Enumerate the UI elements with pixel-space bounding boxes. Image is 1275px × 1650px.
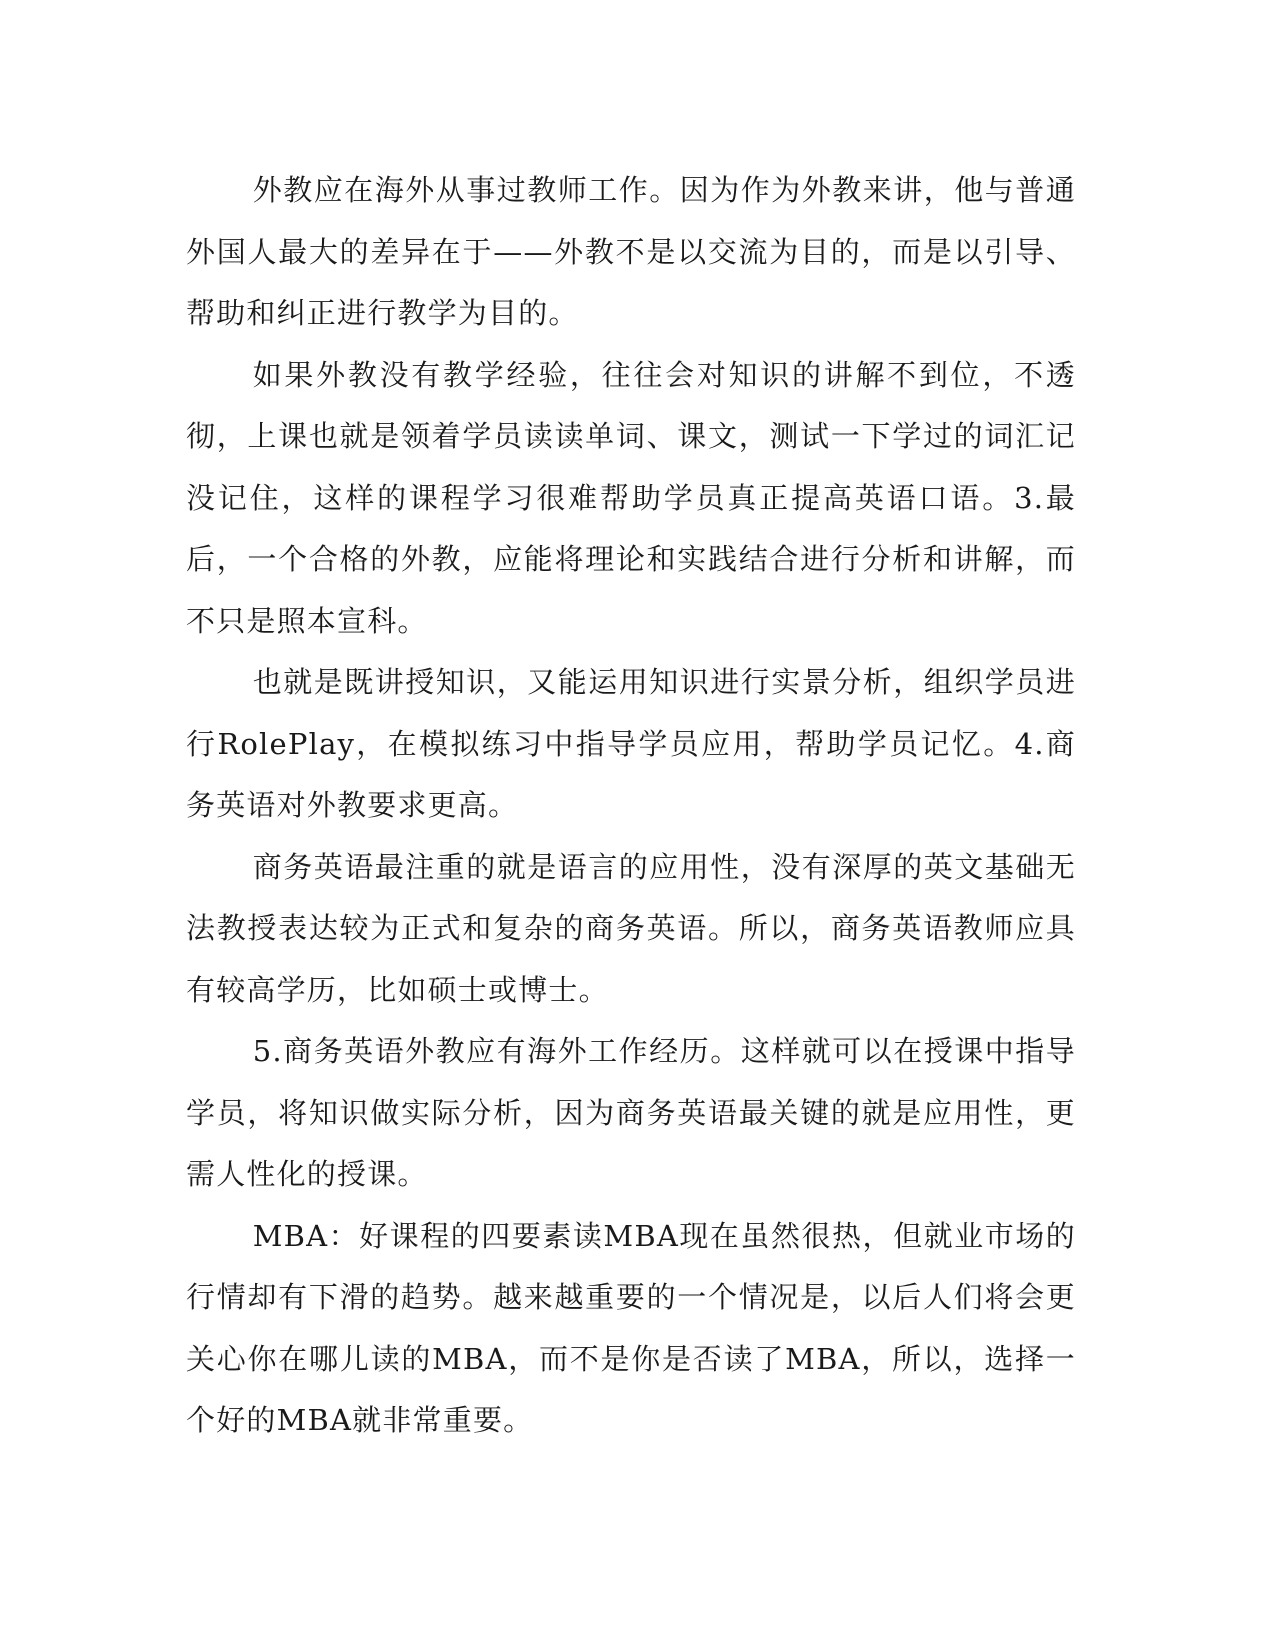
paragraph-1: 外教应在海外从事过教师工作。因为作为外教来讲，他与普通外国人最大的差异在于——外教不是以交流为目的，而是以引导、帮助和纠正进行教学为目的。 [186, 173, 1076, 330]
paragraph-4: 商务英语最注重的就是语言的应用性，没有深厚的英文基础无法教授表达较为正式和复杂的商务英语。所以，商务英语教师应具有较高学历，比如硕士或博士。 [186, 849, 1076, 1007]
paragraph-6: MBA：好课程的四要素读MBA现在虽然很热，但就业市场的行情却有下滑的趋势。越来越重要的一个情况是，以后人们将会更关心你在哪儿读的MBA，而不是你是否读了MBA，所以，选择一个好的MBA就非常重要。 [186, 1218, 1076, 1437]
paragraph-5: 5.商务英语外教应有海外工作经历。这样就可以在授课中指导学员，将知识做实际分析，因为商务英语最关键的就是应用性，更需人性化的授课。 [186, 1034, 1076, 1191]
paragraph-2: 如果外教没有教学经验，往往会对知识的讲解不到位，不透彻，上课也就是领着学员读读单词、课文，测试一下学过的词汇记没记住，这样的课程学习很难帮助学员真正提高英语口语。3.最后，一个合格的外教，应能将理论和实践结合进行分析和讲解，而不只是照本宣科。 [186, 357, 1076, 638]
document-body [186, 160, 1076, 1452]
paragraph-3: 也就是既讲授知识，又能运用知识进行实景分析，组织学员进行RolePlay，在模拟练习中指导学员应用，帮助学员记忆。4.商务英语对外教要求更高。 [186, 665, 1076, 822]
